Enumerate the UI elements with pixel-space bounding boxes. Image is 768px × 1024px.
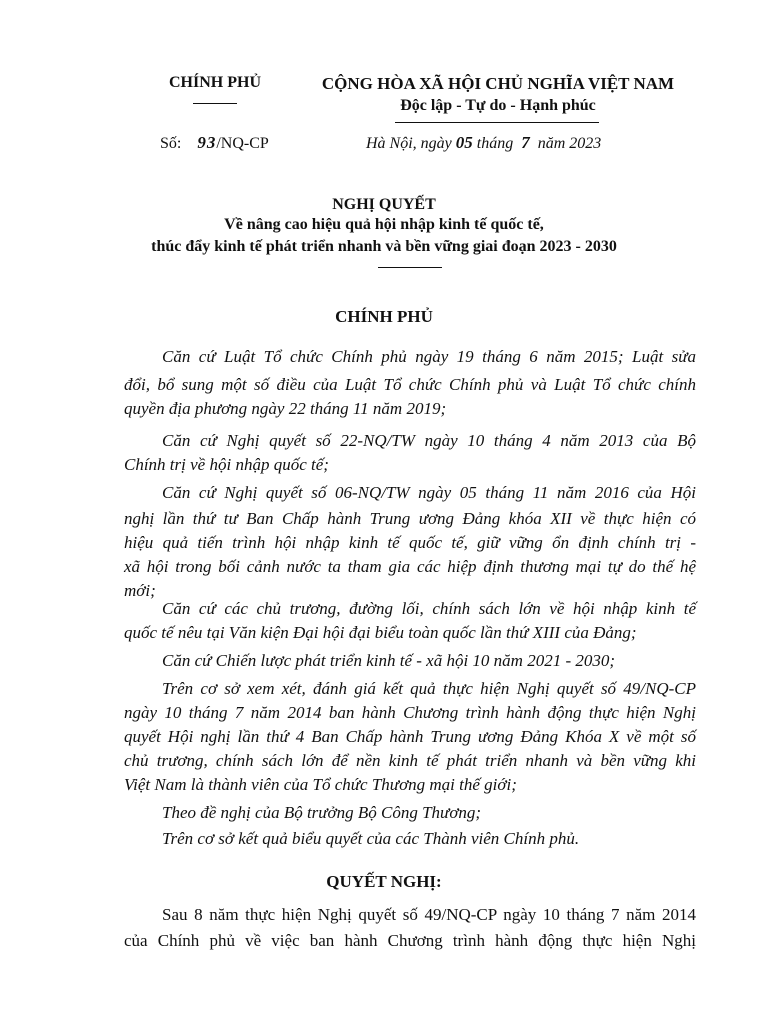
preamble-line: ngày 10 tháng 7 năm 2014 ban hành Chương trình hành động thực hiện Nghị xyxy=(124,703,696,722)
preamble-line: Căn cứ Nghị quyết số 06-NQ/TW ngày 05 tháng 11 năm 2016 của Hội xyxy=(162,483,696,502)
preamble-line: nghị lần thứ tư Ban Chấp hành Trung ương Đảng khóa XII về thực hiện có xyxy=(124,509,696,528)
document-number xyxy=(160,133,269,153)
preamble-line: xã hội trong bối cảnh nước ta tham gia các hiệp định thương mại tự do thế hệ xyxy=(124,557,696,576)
body-line: của Chính phủ về việc ban hành Chương trình hành động thực hiện Nghị xyxy=(124,931,696,950)
issuer-heading: CHÍNH PHỦ xyxy=(335,307,433,326)
preamble-line: mới; xyxy=(124,581,156,600)
preamble-line: Việt Nam là thành viên của Tổ chức Thương mại thế giới; xyxy=(124,775,517,794)
body-line: Sau 8 năm thực hiện Nghị quyết số 49/NQ-CP ngày 10 tháng 7 năm 2014 xyxy=(162,905,696,924)
national-title: CỘNG HÒA XÃ HỘI CHỦ NGHĨA VIỆT NAM xyxy=(321,74,675,93)
preamble-line: đổi, bổ sung một số điều của Luật Tổ chức Chính phủ và Luật Tổ chức chính xyxy=(124,375,696,394)
date-month: 7 xyxy=(521,133,530,152)
document-title-line-2: thúc đẩy kinh tế phát triển nhanh và bền vững giai đoạn 2023 - 2030 xyxy=(151,238,617,255)
document-title-line-1: Về nâng cao hiệu quả hội nhập kinh tế quốc tế, xyxy=(224,216,544,233)
preamble-line: quyết Hội nghị lần thứ 4 Ban Chấp hành Trung ương Đảng Khóa X về một số xyxy=(124,727,696,746)
preamble-line: Căn cứ các chủ trương, đường lối, chính sách lớn về hội nhập kinh tế xyxy=(162,599,696,618)
preamble-line: Căn cứ Chiến lược phát triển kinh tế - xã hội 10 năm 2021 - 2030; xyxy=(162,651,616,670)
national-motto: Độc lập - Tự do - Hạnh phúc xyxy=(400,97,596,114)
preamble-line: quốc tế nêu tại Văn kiện Đại hội đại biểu toàn quốc lần thứ XIII của Đảng; xyxy=(124,623,637,642)
agency-underline xyxy=(193,103,237,104)
document-type: NGHỊ QUYẾT xyxy=(332,196,436,213)
title-underline xyxy=(378,267,442,268)
preamble-line: quyền địa phương ngày 22 tháng 11 năm 2019; xyxy=(124,399,447,418)
number-prefix: Số: xyxy=(160,135,182,152)
date-day: 05 xyxy=(455,133,473,152)
number-suffix: /NQ-CP xyxy=(216,135,269,152)
issuing-agency: CHÍNH PHỦ xyxy=(169,74,261,91)
preamble-line: Trên cơ sở kết quả biểu quyết của các Thành viên Chính phủ. xyxy=(162,829,580,848)
preamble-line: chủ trương, chính sách lớn để nền kinh tế phát triển nhanh và bền vững khi xyxy=(124,751,696,770)
motto-underline xyxy=(395,122,599,123)
preamble-line: Trên cơ sở xem xét, đánh giá kết quả thực hiện Nghị quyết số 49/NQ-CP xyxy=(162,679,696,698)
preamble-line: hiệu quả tiến trình hội nhập kinh tế quốc tế, giữ vững ổn định chính trị - xyxy=(124,533,696,552)
preamble-line: Theo đề nghị của Bộ trưởng Bộ Công Thương; xyxy=(162,803,482,822)
number-value: 93 xyxy=(197,133,217,152)
place-date xyxy=(366,133,601,153)
preamble-line: Chính trị về hội nhập quốc tế; xyxy=(124,455,329,474)
date-month-word: tháng xyxy=(476,135,514,152)
resolve-heading: QUYẾT NGHỊ: xyxy=(326,872,442,891)
preamble-line: Căn cứ Nghị quyết số 22-NQ/TW ngày 10 tháng 4 năm 2013 của Bộ xyxy=(162,431,696,450)
preamble-line: Căn cứ Luật Tổ chức Chính phủ ngày 19 tháng 6 năm 2015; Luật sửa xyxy=(162,347,696,366)
date-year: năm 2023 xyxy=(537,135,602,152)
place-date-prefix: Hà Nội, ngày xyxy=(366,135,452,152)
